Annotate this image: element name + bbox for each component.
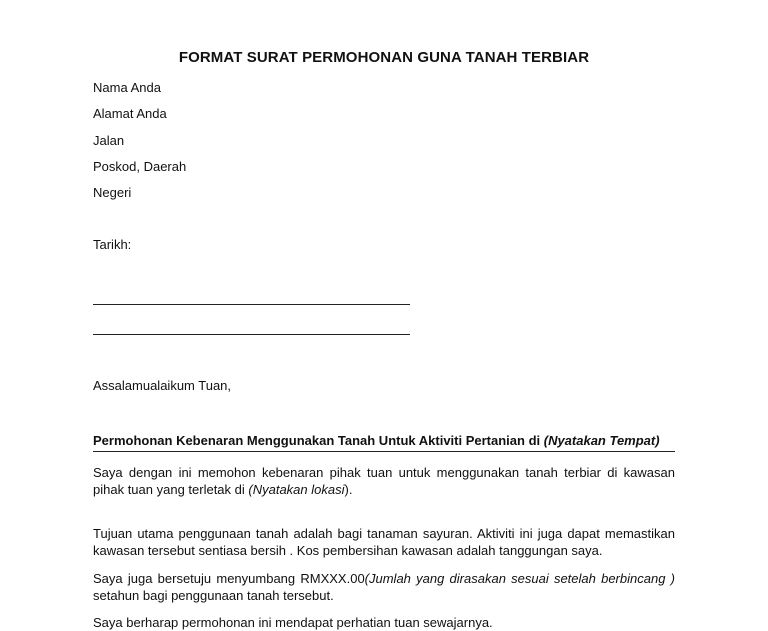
- paragraph-closing: [93, 614, 675, 631]
- paragraph-end: ).: [344, 482, 353, 497]
- letter-title: FORMAT SURAT PERMOHONAN GUNA TANAH TERBIAR: [178, 49, 590, 66]
- paragraph-text: Saya berharap permohonan ini mendapat perhatian tuan sewajarnya.: [93, 615, 493, 630]
- date-label: Tarikh:: [93, 237, 132, 252]
- paragraph-request: [93, 464, 675, 498]
- paragraph-purpose: [93, 525, 675, 559]
- subject-placeholder: (Nyatakan Tempat): [543, 433, 660, 448]
- paragraph-text: Saya dengan ini memohon kebenaran pihak tuan untuk menggunakan tanah terbiar di kawasan pihak tuan yang terletak di: [93, 465, 675, 497]
- recipient-blank-line: [93, 334, 410, 335]
- sender-state: Negeri: [93, 185, 132, 200]
- location-placeholder: (Nyatakan lokasi: [248, 482, 345, 497]
- sender-street: Jalan: [93, 133, 125, 148]
- paragraph-contribution: [93, 570, 675, 604]
- subject-text: Permohonan Kebenaran Menggunakan Tanah Untuk Aktiviti Pertanian di: [93, 433, 544, 448]
- greeting: Assalamualaikum Tuan,: [93, 378, 232, 393]
- sender-address: Alamat Anda: [93, 106, 167, 121]
- sender-postcode: Poskod, Daerah: [93, 159, 187, 174]
- recipient-blank-line: [93, 304, 410, 305]
- paragraph-end: setahun bagi penggunaan tanah tersebut.: [93, 588, 334, 603]
- amount-placeholder: (Jumlah yang dirasakan sesuai setelah berbincang ): [364, 571, 675, 586]
- sender-name: Nama Anda: [93, 80, 161, 95]
- paragraph-text: Tujuan utama penggunaan tanah adalah bagi tanaman sayuran. Aktiviti ini juga dapat memastikan kawasan tersebut sentiasa bersih . Kos pembersihan kawasan adalah tanggungan saya.: [93, 526, 675, 558]
- subject-line: [93, 433, 675, 452]
- paragraph-text: Saya juga bersetuju menyumbang RMXXX.00: [93, 571, 365, 586]
